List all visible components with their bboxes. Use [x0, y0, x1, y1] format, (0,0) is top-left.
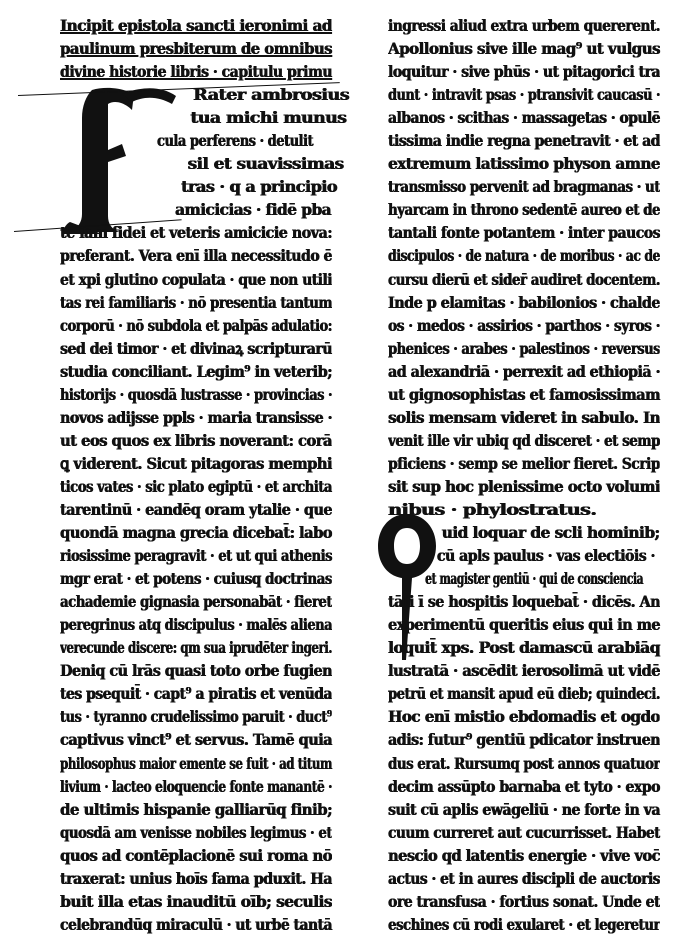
left-column-line: captivus vinct⁹ et servus. Tamē quia	[60, 730, 332, 750]
left-column-line: Incipit epistola sancti ieronimi ad	[60, 16, 332, 35]
left-column-line: studia conciliant. Legim⁹ in veterib;	[60, 361, 332, 381]
right-column-line: lustratā · ascēdit ierosolimā ut vidē	[388, 661, 660, 681]
left-text-column	[60, 14, 350, 936]
left-column-line: tus · tyranno crudelissimo paruit · duct⁹	[60, 707, 332, 727]
right-column-line: ut gignosophistas et famosissimam	[388, 384, 660, 404]
left-column-line: amicicias · fidē pba	[175, 200, 332, 220]
left-column-line: corporū · nō subdola et palpās adulatio:	[60, 315, 332, 335]
left-column-line: Deniq cū lrās quasi toto orbe fugien	[60, 661, 332, 681]
left-column-line: historijs · quosdā lustrasse · provincias ·	[60, 384, 332, 404]
left-column-line: Rater ambrosius	[193, 85, 350, 105]
left-column-line: tes psequit̄ · capt⁹ a piratis et venūda	[60, 684, 332, 704]
left-column-line: quos ad contēplacionē sui roma nō	[60, 845, 332, 865]
right-column-line: solis mensam videret in sabulo. In	[388, 407, 660, 427]
right-column-line: petrū et mansit apud eū dieb; quindeci.	[388, 684, 660, 704]
right-column-line: ad alexandriā · perrexit ad ethiopiā ·	[388, 361, 660, 381]
left-column-line: tua michi munus	[190, 108, 347, 128]
left-column-line: ticos vates · sic plato egiptū · et archita	[60, 476, 332, 496]
right-text-column	[388, 14, 660, 936]
left-column-line: te iam fidei et veteris amicicie nova:	[60, 223, 332, 243]
left-column-line: preferant. Vera enī illa necessitudo ē	[60, 246, 332, 266]
right-column-line: dunt · intravit psas · ptransivit caucasū ·	[388, 85, 660, 105]
left-column-line: ut eos quos ex libris noverant: corā	[60, 430, 332, 450]
left-column-line: sed dei timor · et divinaꝝ scripturarū	[60, 338, 332, 358]
left-column-line: quondā magna grecia dicebat̄: labo	[60, 523, 332, 543]
right-column-line: loquitur · sive phūs · ut pitagorici tra	[388, 62, 660, 82]
right-column-line: Hoc enī mistio ebdomadis et ogdo	[388, 707, 660, 727]
right-column-line: venit ille vir ubiq qd disceret · et semp	[388, 430, 660, 450]
left-column-line: quosdā am venisse nobiles legimus · et	[60, 822, 332, 842]
right-column-line: experimentū queritis eius qui in me	[388, 615, 660, 635]
right-column-line: pficiens · semp se melior fieret. Scrip	[388, 453, 660, 473]
right-column-line: cursu dierū et sider̄ audiret docentem.	[388, 269, 660, 289]
right-column-line: nescio qd latentis energie · vive voc̄	[388, 845, 660, 865]
left-column-line: peregrinus atq discipulus · malēs aliena	[60, 615, 332, 635]
left-column-line: novos adijsse ppls · maria transisse ·	[60, 407, 332, 427]
right-column-line: cū apls paulus · vas electiōis ·	[436, 546, 655, 566]
right-column-line: ingressi aliud extra urbem quererent.	[388, 16, 660, 35]
right-column-line: Inde p elamitas · babilonios · chalde	[388, 292, 660, 312]
left-column-line: de ultimis hispanie galliarūq finib;	[60, 799, 332, 819]
left-column-line: buit illa etas inauditū oīb; seculis	[60, 891, 332, 911]
left-column-line: mgr erat · et potens · cuiusq doctrinas	[60, 569, 332, 589]
left-column-line: tarentinū · eandēq oram ytalie · que	[60, 499, 332, 519]
right-column-line: Apollonius sive ille mag⁹ ut vulgus	[388, 39, 660, 59]
left-column-line: tas rei familiaris · nō presentia tantum	[60, 292, 332, 312]
right-column-line: uid loquar de scli hominib;	[441, 523, 660, 543]
left-column-line: verecunde discere: qm sua iprudēter ingeri.	[60, 638, 332, 658]
right-column-line: os · medos · assirios · parthos · syros ·	[388, 315, 660, 335]
right-column-line: discipulos · de natura · de moribus · ac de	[388, 246, 660, 266]
left-column-line: philosophus maior emente se fuit · ad titum	[60, 753, 332, 773]
right-column-line: nibus · phylostratus.	[388, 499, 597, 519]
right-column-line: sit sup hoc plenissime octo volumi	[388, 476, 660, 496]
left-column-line: divine historie libris · capitulu primu	[60, 62, 332, 82]
left-column-line: riosissime peragravit · et ut qui athenis	[60, 546, 332, 566]
right-column-line: loquit̄ xps. Post damascū arabiāq	[388, 638, 660, 658]
left-column-line: traxerat: unius hoīs fama pduxit. Ha	[60, 868, 332, 888]
right-column-line: tāti ī se hospitis loquebat̄ · dicēs. An	[388, 592, 660, 612]
right-column-line: tantali fonte potantem · inter paucos	[388, 223, 660, 243]
left-column-line: livium · lacteo eloquencie fonte manantē ·	[60, 776, 332, 796]
left-column-line: et xpi glutino copulata · que non utili	[60, 269, 332, 289]
left-column-line: achademie gignasia personabāt · fieret	[60, 592, 332, 612]
right-column-line: eschines cū rodi exularet · et legeretur	[388, 914, 660, 934]
left-column-line: cula perferens · detulit	[157, 131, 314, 151]
right-column-line: cuum curreret aut cucurrisset. Habet	[388, 822, 660, 842]
left-column-line: tras · q a principio	[181, 177, 338, 197]
left-column-line: ꝗ viderent. Sicut pitagoras memphi	[60, 453, 332, 473]
right-column-line: decim assūpto barnaba et tyto · expo	[388, 776, 660, 796]
right-column-line: tissima indie regna penetravit · et ad	[388, 131, 660, 151]
right-column-line: transmisso pervenit ad bragmanas · ut	[388, 177, 660, 197]
right-column-line: adis: futur⁹ gentiū pdicator instruen	[388, 730, 660, 750]
right-column-line: ore transfusa · fortius sonat. Unde et	[388, 891, 660, 911]
right-column-line: albanos · scithas · massagetas · opulē	[388, 108, 660, 128]
right-column-line: dus erat. Rursumq post annos quatuor	[388, 753, 660, 773]
right-column-line: hyarcam in throno sedentē aureo et de	[388, 200, 660, 220]
left-column-line: paulinum presbiterum de omnibus	[60, 39, 332, 59]
right-column-line: et magister gentiū · qui de consciencia	[425, 569, 644, 589]
left-column-line: celebrandūq miraculū · ut urbē tantā	[60, 914, 332, 934]
right-column-line: actus · et in aures discipli de auctoris	[388, 868, 660, 888]
left-column-line: sil et suavissimas	[187, 154, 344, 174]
right-column-line: suit cū aplis ewāgeliū · ne forte in va	[388, 799, 660, 819]
right-column-line: phenices · arabes · palestinos · reversus	[388, 338, 660, 358]
right-column-line: extremum latissimo physon amne	[388, 154, 660, 174]
